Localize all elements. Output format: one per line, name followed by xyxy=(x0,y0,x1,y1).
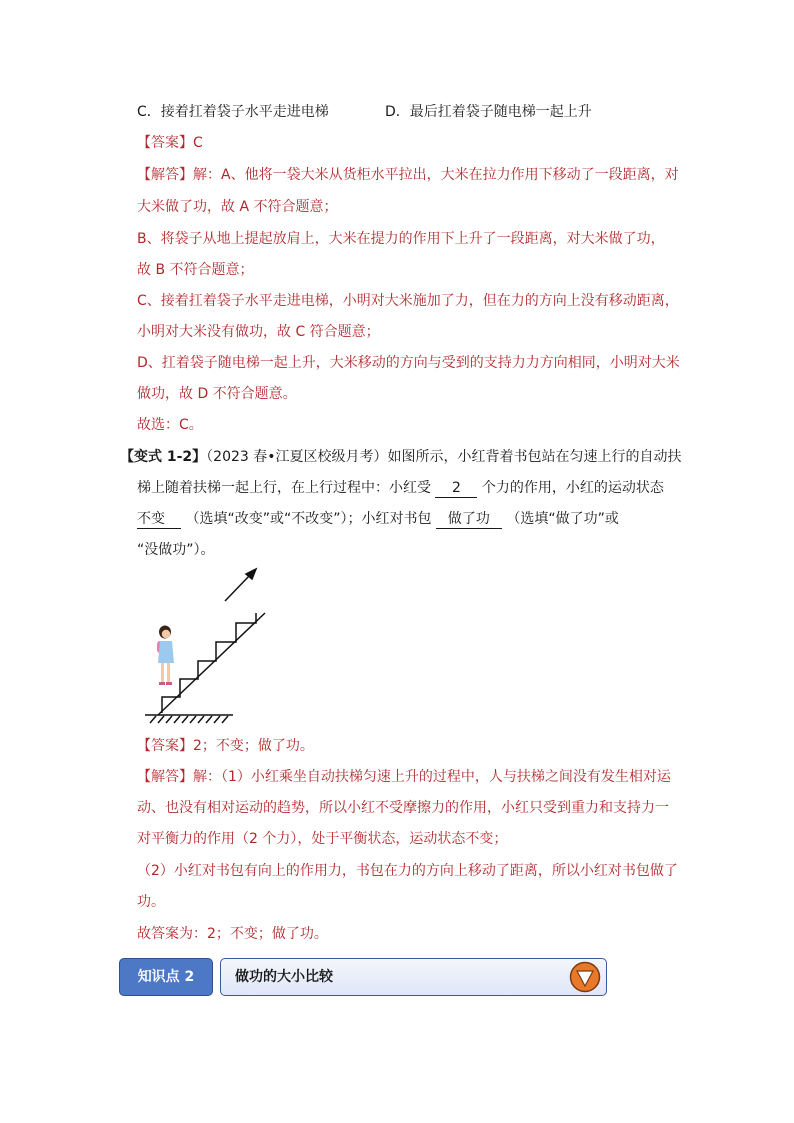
option-d: D．最后扛着袋子随电梯一起上升 xyxy=(385,104,592,120)
blank-1: 2 xyxy=(435,479,477,498)
q2-answer xyxy=(137,736,314,756)
answer-value: C xyxy=(193,135,203,151)
blank-3: 做了功 xyxy=(436,510,502,529)
stem-text: 如图所示，小红背着书包站在匀速上行的自动扶 xyxy=(387,449,682,465)
knowledge-point-header xyxy=(119,958,607,996)
answer-tag: 【答案】 xyxy=(137,135,193,151)
q2-stem-line-4: “没做功”）。 xyxy=(137,542,215,558)
knowledge-point-badge: 知识点 2 xyxy=(119,958,213,996)
stem-text: 梯上随着扶梯一起上行，在上行过程中：小红受 xyxy=(137,480,431,496)
stem-text: 个力的作用，小红的运动状态 xyxy=(481,480,664,496)
q1-analysis-line: 故 B 不符合题意； xyxy=(137,262,254,278)
variant-tag: 【变式 1-2】 xyxy=(120,449,207,465)
analysis-text: 解：（1）小红乘坐自动扶梯匀速上升的过程中，人与扶梯之间没有发生相对运 xyxy=(193,769,671,785)
q2-analysis-line: （2）小红对书包有向上的作用力，书包在力的方向上移动了距离，所以小红对书包做了 xyxy=(137,863,678,879)
source: （2023 春•江夏区校级月考） xyxy=(206,449,388,465)
stem-text: （选填“改变”或“不改变”）；小红对书包 xyxy=(185,511,432,527)
knowledge-point-title: 做功的大小比较 xyxy=(235,969,333,985)
analysis-tag: 【解答】 xyxy=(137,769,193,785)
q1-analysis-line: 做功，故 D 不符合题意。 xyxy=(137,386,297,402)
q2-analysis-line: 故答案为：2；不变；做了功。 xyxy=(137,926,328,942)
q2-analysis-line: 功。 xyxy=(137,894,165,910)
q1-analysis-line: 小明对大米没有做功，故 C 符合题意； xyxy=(137,324,380,340)
escalator-steps xyxy=(158,613,265,715)
q2-analysis-line: 对平衡力的作用（2 个力），处于平衡状态，运动状态不变； xyxy=(137,831,508,847)
stem-text: （选填“做了功”或 xyxy=(506,511,619,527)
q2-analysis-line: 动、也没有相对运动的趋势，所以小红不受摩擦力的作用，小红只受到重力和支持力一 xyxy=(137,800,669,816)
q2-stem-line-1 xyxy=(120,447,682,467)
analysis-tag: 【解答】 xyxy=(137,167,193,183)
q2-stem-line-3 xyxy=(137,509,619,529)
escalator-figure xyxy=(140,565,270,725)
q1-analysis-line: C、接着扛着袋子水平走进电梯，小明对大米施加了力，但在力的方向上没有移动距离， xyxy=(137,293,679,309)
q1-analysis-line: 大米做了功，故 A 不符合题意； xyxy=(137,199,338,215)
q1-analysis-line: 故选：C。 xyxy=(137,417,203,433)
direction-arrow xyxy=(225,569,256,601)
analysis-text: 解：A、他将一袋大米从货柜水平拉出，大米在拉力作用下移动了一段距离，对 xyxy=(193,167,679,183)
answer-tag: 【答案】 xyxy=(137,738,193,754)
chevron-down-icon xyxy=(569,961,601,993)
blank-2: 不变 xyxy=(137,510,181,529)
q1-answer xyxy=(137,133,203,153)
q2-stem-line-2 xyxy=(137,478,664,498)
q1-analysis-line: D、扛着袋子随电梯一起上升，大米移动的方向与受到的支持力力方向相同，小明对大米 xyxy=(137,355,680,371)
ground-hatching xyxy=(145,715,233,723)
girl-with-backpack xyxy=(157,626,174,686)
knowledge-point-bar xyxy=(220,958,607,996)
answer-value: 2；不变；做了功。 xyxy=(193,738,314,754)
q1-analysis-line: B、将袋子从地上提起放肩上，大米在提力的作用下上升了一段距离，对大米做了功， xyxy=(137,231,665,247)
q2-analysis-line xyxy=(137,767,671,787)
option-c: C．接着扛着袋子水平走进电梯 xyxy=(137,104,329,120)
q1-analysis-line xyxy=(137,165,679,185)
